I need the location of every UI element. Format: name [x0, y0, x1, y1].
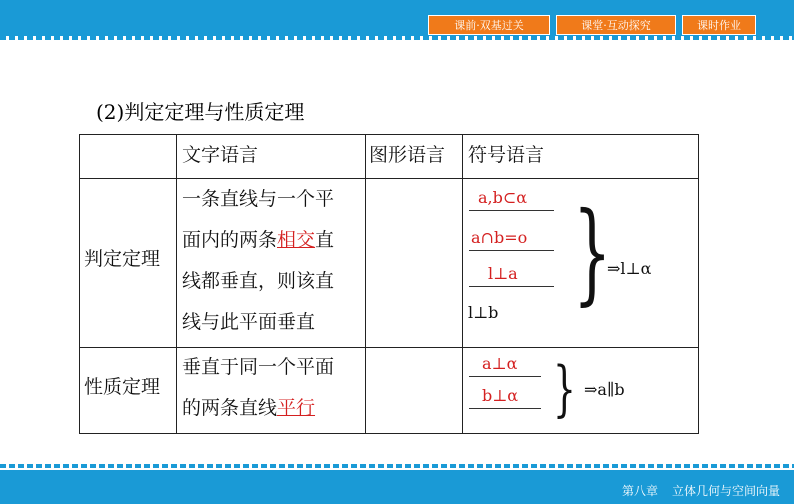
property-highlight-parallel: 平行: [277, 397, 316, 419]
property-text-line-1: 垂直于同一个平面: [182, 356, 335, 378]
property-text-line-2: [182, 393, 315, 420]
determination-conclusion: ⇒l⊥α: [607, 259, 652, 278]
header-figure-language: 图形语言: [369, 144, 446, 166]
property-conclusion: ⇒a∥b: [584, 380, 625, 399]
property-text-line-2-prefix: 的两条直线: [182, 397, 278, 419]
determination-text-line-2-prefix: 面内的两条: [182, 229, 278, 251]
footer-chapter: 第八章: [621, 484, 658, 498]
determination-text-line-3: 线都垂直，则该直: [182, 270, 335, 292]
determination-symbol-3: l⊥a: [488, 264, 518, 283]
property-right-brace: }: [553, 354, 576, 424]
footer-chapter-title: [622, 482, 780, 499]
top-dashed-divider: [0, 36, 794, 40]
footer-title: 立体几何与空间向量: [671, 484, 780, 498]
determination-symbol-1: a,b⊂α: [478, 188, 528, 207]
row-label-determination-theorem: 判定定理: [84, 248, 161, 270]
determination-symbol-4: l⊥b: [468, 303, 499, 322]
determination-text-line-1: 一条直线与一个平: [182, 188, 335, 210]
row-label-property-theorem: 性质定理: [84, 376, 161, 398]
bottom-dashed-divider: [0, 464, 794, 468]
nav-button-in-class[interactable]: 课堂·互动探究: [556, 15, 676, 35]
nav-button-homework[interactable]: 课时作业: [682, 15, 756, 35]
header-text-language: 文字语言: [182, 144, 259, 166]
header-symbol-language: 符号语言: [468, 144, 545, 166]
determination-highlight-intersect: 相交: [277, 229, 316, 251]
theorem-table: [79, 134, 699, 434]
property-symbol-2: b⊥α: [482, 386, 519, 405]
determination-text-line-4: 线与此平面垂直: [182, 311, 316, 333]
property-symbol-1: a⊥α: [482, 354, 518, 373]
determination-right-brace: }: [573, 188, 612, 316]
determination-symbol-2: a∩b=o: [471, 228, 528, 247]
determination-text-line-2: [182, 225, 334, 252]
top-bar: [0, 0, 794, 40]
determination-text-line-2-suffix: 直: [315, 229, 335, 251]
section-heading: (2)判定定理与性质定理: [96, 100, 305, 124]
nav-button-pre-class[interactable]: 课前·双基过关: [428, 15, 550, 35]
